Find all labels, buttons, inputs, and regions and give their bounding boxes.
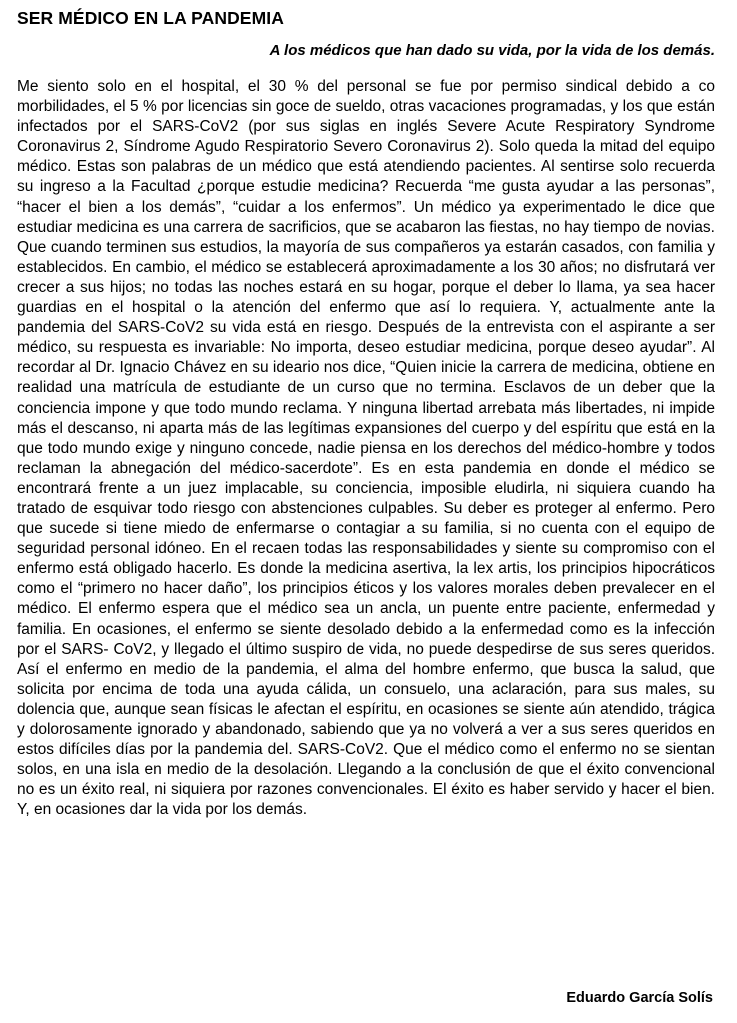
author-signature: Eduardo García Solís xyxy=(566,990,713,1006)
dedication-line: A los médicos que han dado su vida, por la vida de los demás. xyxy=(269,42,715,59)
article-body: Me siento solo en el hospital, el 30 % del personal se fue por permiso sindical debido a co morbilidades, el 5 % por licencias sin goce de sueldo, otras vacaciones programadas, y los que están infectados por el SARS-CoV2 (por sus siglas en inglés Severe Acute Respiratory Syndrome Coronavirus 2, Síndrome Agudo Respiratorio Severo Coronavirus 2). Solo queda la mitad del equipo médico. Estas son palabras de un médico que está atendiendo pacientes. Al sentirse solo recuerda su ingreso a la Facultad ¿porque estudie medicina? Recuerda “me gusta ayudar a las personas”, “hacer el bien a los demás”, “cuidar a los enfermos”. Un médico ya experimentado le dice que estudiar medicina es una carrera de sacrificios, que se acabaron las fiestas, no hay tiempo de novias. Que cuando terminen sus estudios, la mayoría de sus compañeros ya estarán casados, con familia y establecidos. En cambio, el médico se establecerá aproximadamente a los 30 años; no disfrutará ver crecer a sus hijos; no todas las noches estará en su hogar, porque el deber lo llama, ya sea hacer guardias en el hospital o la atención del enfermo que así lo requiera. Y, actualmente ante la pandemia del SARS-CoV2 su vida está en riesgo. Después de la entrevista con el aspirante a ser médico, su respuesta es invariable: No importa, deseo estudiar medicina, porque deseo ayudar”. Al recordar al Dr. Ignacio Chávez en su ideario nos dice, “Quien inicie la carrera de medicina, obtiene en realidad una matrícula de estudiante de un curso que no termina. Esclavos de un deber que la conciencia impone y que todo mundo reclama. Y ninguna libertad arrebata más libertades, ni impide más el descanso, ni aparta más de las legítimas expansiones del cuerpo y del espíritu que está en la que todo mundo exige y ninguno concede, nadie piensa en los derechos del médico-hombre y todos reclaman la abnegación del médico-sacerdote”. Es en esta pandemia en donde el médico se encontrará frente a un juez implacable, su conciencia, imposible eludirla, ni siquiera cuando ha tratado de esquivar todo riesgo con abstenciones culpables. Su deber es proteger al enfermo. Pero que sucede si tiene miedo de enfermarse o contagiar a su familia, si no cuenta con el equipo de seguridad personal idóneo. En el recaen todas las responsabilidades y siente su compromiso con el enfermo está obligado hacerlo. Es donde la medicina asertiva, la lex artis, los principios hipocráticos como el “primero no hacer daño”, los principios éticos y los valores morales deben prevalecer en el médico. El enfermo espera que el médico sea un ancla, un puente entre paciente, enfermedad y familia. En ocasiones, el enfermo se siente desolado debido a la enfermedad como es la infección por el SARS- CoV2, y llegado el último suspiro de vida, no puede despedirse de sus seres queridos. Así el enfermo en medio de la pandemia, el alma del hombre enfermo, que busca la salud, que solicita por encima de toda una ayuda cálida, un consuelo, una aclaración, para sus males, su dolencia que, aunque sean físicas le afectan el espíritu, en ocasiones se siente aún atendido, trágica y dolorosamente ignorado y abandonado, sabiendo que ya no volverá a ver a sus seres queridos en estos difíciles días por la pandemia del. SARS-CoV2. Que el médico como el enfermo no se sientan solos, en una isla en medio de la desolación. Llegando a la conclusión de que el éxito convencional no es un éxito real, ni siquiera por razones convencionales. El éxito es haber servido y hacer el bien. Y, en ocasiones dar la vida por los demás. xyxy=(17,78,715,819)
article-title: SER MÉDICO EN LA PANDEMIA xyxy=(17,8,284,28)
